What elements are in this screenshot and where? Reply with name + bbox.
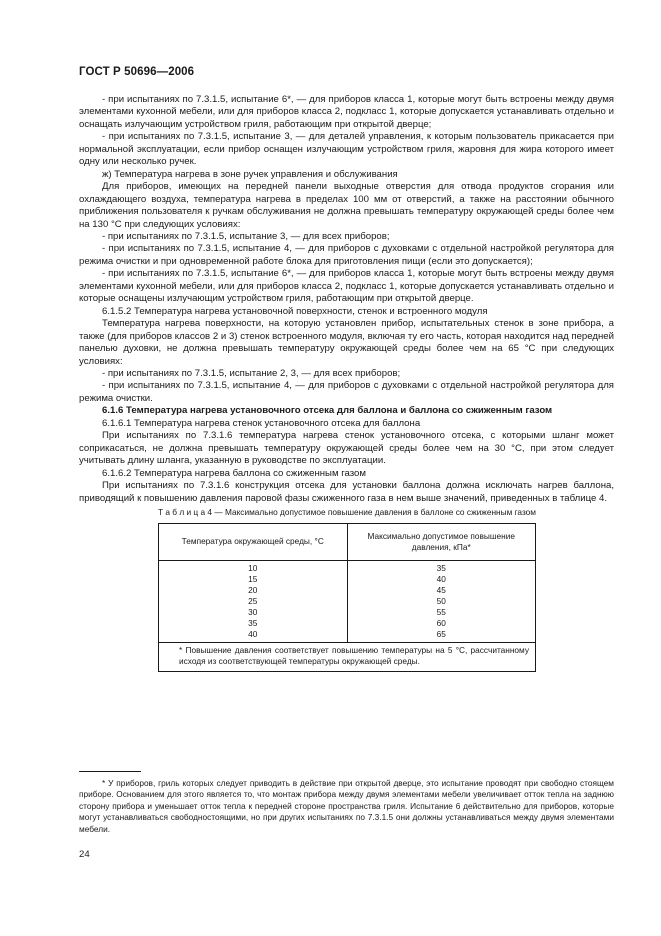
paragraph: Температура нагрева поверхности, на которую установлен прибор, испытательных стенок в зоне прибора, а также (для приборов классов 2 и 3) стенок встроенного модуля, включая ту его часть, которая находится над передней панелью духовки, не должна превышать температуру окружающей среды более чем на 65 °С при следующих условиях: (79, 318, 614, 367)
table-note: * Повышение давления соответствует повышению температуры на 5 °С, рассчитанному исходя из соответствующей температуры окружающей среды. (159, 642, 536, 671)
footnote-separator (79, 771, 141, 772)
pressure-value: 45 (436, 584, 446, 595)
temperature-column (159, 560, 348, 642)
pressure-value: 55 (436, 606, 446, 617)
paragraph: Для приборов, имеющих на передней панели выходные отверстия для отвода продуктов сгорания или охлаждающего воздуха, температура нагрева в пределах 100 мм от отверстий, а также на расстоянии обычного приближения пользователя к ручкам обслуживания не должна превышать температуру окружающей среды более чем на 130 °С при следующих условиях: (79, 181, 614, 230)
paragraph: - при испытаниях по 7.3.1.5, испытание 3, — для всех приборов; (102, 230, 390, 242)
pressure-value: 35 (436, 562, 446, 573)
table-data-row (159, 560, 536, 642)
paragraph: - при испытаниях по 7.3.1.5, испытание 3, — для деталей управления, к которым пользователь прикасается при нормальной эксплуатации, если прибор оснащен излучающим устройством гриля, жаровня для жира которого имеет одну или несколько ручек. (79, 131, 614, 168)
footnote: * У приборов, гриль которых следует приводить в действие при открытой дверце, это испытание проводят при свободно стоящем приборе. Основанием для этого является то, что монтаж прибора между двумя элементами мебели увеличивает отток тепла на заднюю сторону прибора и уменьшает отток тепла к передней стороне пространства гриля. Испытание 6 действительно для приборов, которые могут устанавливаться свободностоящими, но при других испытаниях по 7.3.1.5 они должны устанавливаться между двумя элементами мебели. (79, 778, 614, 834)
paragraph: - при испытаниях по 7.3.1.5, испытание 4, — для приборов с духовками с отдельной настройкой регулятора для режима очистки. (79, 380, 614, 404)
paragraph: При испытаниях по 7.3.1.6 конструкция отсека для установки баллона должна исключать нагрев баллона, приводящий к повышению давления паровой фазы сжиженного газа в нем выше значений, приведенных в таблице 4. (79, 480, 614, 504)
table-caption (158, 507, 614, 518)
document-body (79, 94, 614, 672)
pressure-value: 65 (436, 628, 446, 639)
paragraph: 6.1.6.2 Температура нагрева баллона со сжиженным газом (102, 467, 366, 479)
temperature-value: 35 (248, 617, 258, 628)
pressure-value: 50 (436, 595, 446, 606)
paragraph: - при испытаниях по 7.3.1.5, испытание 2, 3, — для всех приборов; (102, 367, 401, 379)
table-caption-prefix: Т а б л и ц а 4 — (158, 506, 223, 517)
paragraph: ж) Температура нагрева в зоне ручек управления и обслуживания (102, 168, 398, 180)
table-note-row (159, 642, 536, 671)
pressure-column (347, 560, 536, 642)
page-number: 24 (79, 849, 90, 860)
temperature-value: 10 (248, 562, 258, 573)
pressure-table (158, 523, 536, 672)
table-header-row (159, 523, 536, 560)
table-header-pressure: Максимально допустимое повышение давления, кПа* (347, 523, 536, 560)
table-caption-text: Максимально допустимое повышение давления в баллоне со сжиженным газом (224, 506, 536, 517)
table-header-temperature: Температура окружающей среды, °С (159, 523, 348, 560)
temperature-value: 30 (248, 606, 258, 617)
pressure-value: 40 (436, 573, 446, 584)
paragraph: - при испытаниях по 7.3.1.5, испытание 6*, — для приборов класса 1, которые могут быть встроены между двумя элементами кухонной мебели, или для приборов класса 2, подкласс 1, которые допускается устанавливать отдельно и которые оснащены излучающим устройством гриля, работающим при открытой дверце. (79, 268, 614, 305)
temperature-value: 20 (248, 584, 258, 595)
document-header: ГОСТ Р 50696—2006 (79, 66, 195, 78)
paragraph: - при испытаниях по 7.3.1.5, испытание 4, — для приборов с духовками с отдельной настройкой регулятора для режима очистки и при одновременной работе блока для приготовления пищи (если это допускается); (79, 243, 614, 267)
paragraph: 6.1.6.1 Температура нагрева стенок установочного отсека для баллона (102, 417, 421, 429)
temperature-value: 15 (248, 573, 258, 584)
paragraph: 6.1.5.2 Температура нагрева установочной поверхности, стенок и встроенного модуля (102, 305, 488, 317)
paragraph: При испытаниях по 7.3.1.6 температура нагрева стенок установочного отсека, с которыми шланг может соприкасаться, не должна превышать температуру окружающей среды более чем на 30 °С, при этом следует учитывать длину шланга, указанную в руководстве по эксплуатации. (79, 430, 614, 467)
section-heading: 6.1.6 Температура нагрева установочного отсека для баллона и баллона со сжиженным газом (102, 405, 553, 417)
pressure-value: 60 (436, 617, 446, 628)
temperature-value: 25 (248, 595, 258, 606)
temperature-value: 40 (248, 628, 258, 639)
paragraph: - при испытаниях по 7.3.1.5, испытание 6*, — для приборов класса 1, которые могут быть встроены между двумя элементами кухонной мебели, или для приборов класса 2, подкласс 1, которые допускается устанавливать отдельно и оснащать излучающим устройством гриля, работающим при открытой дверце; (79, 94, 614, 130)
